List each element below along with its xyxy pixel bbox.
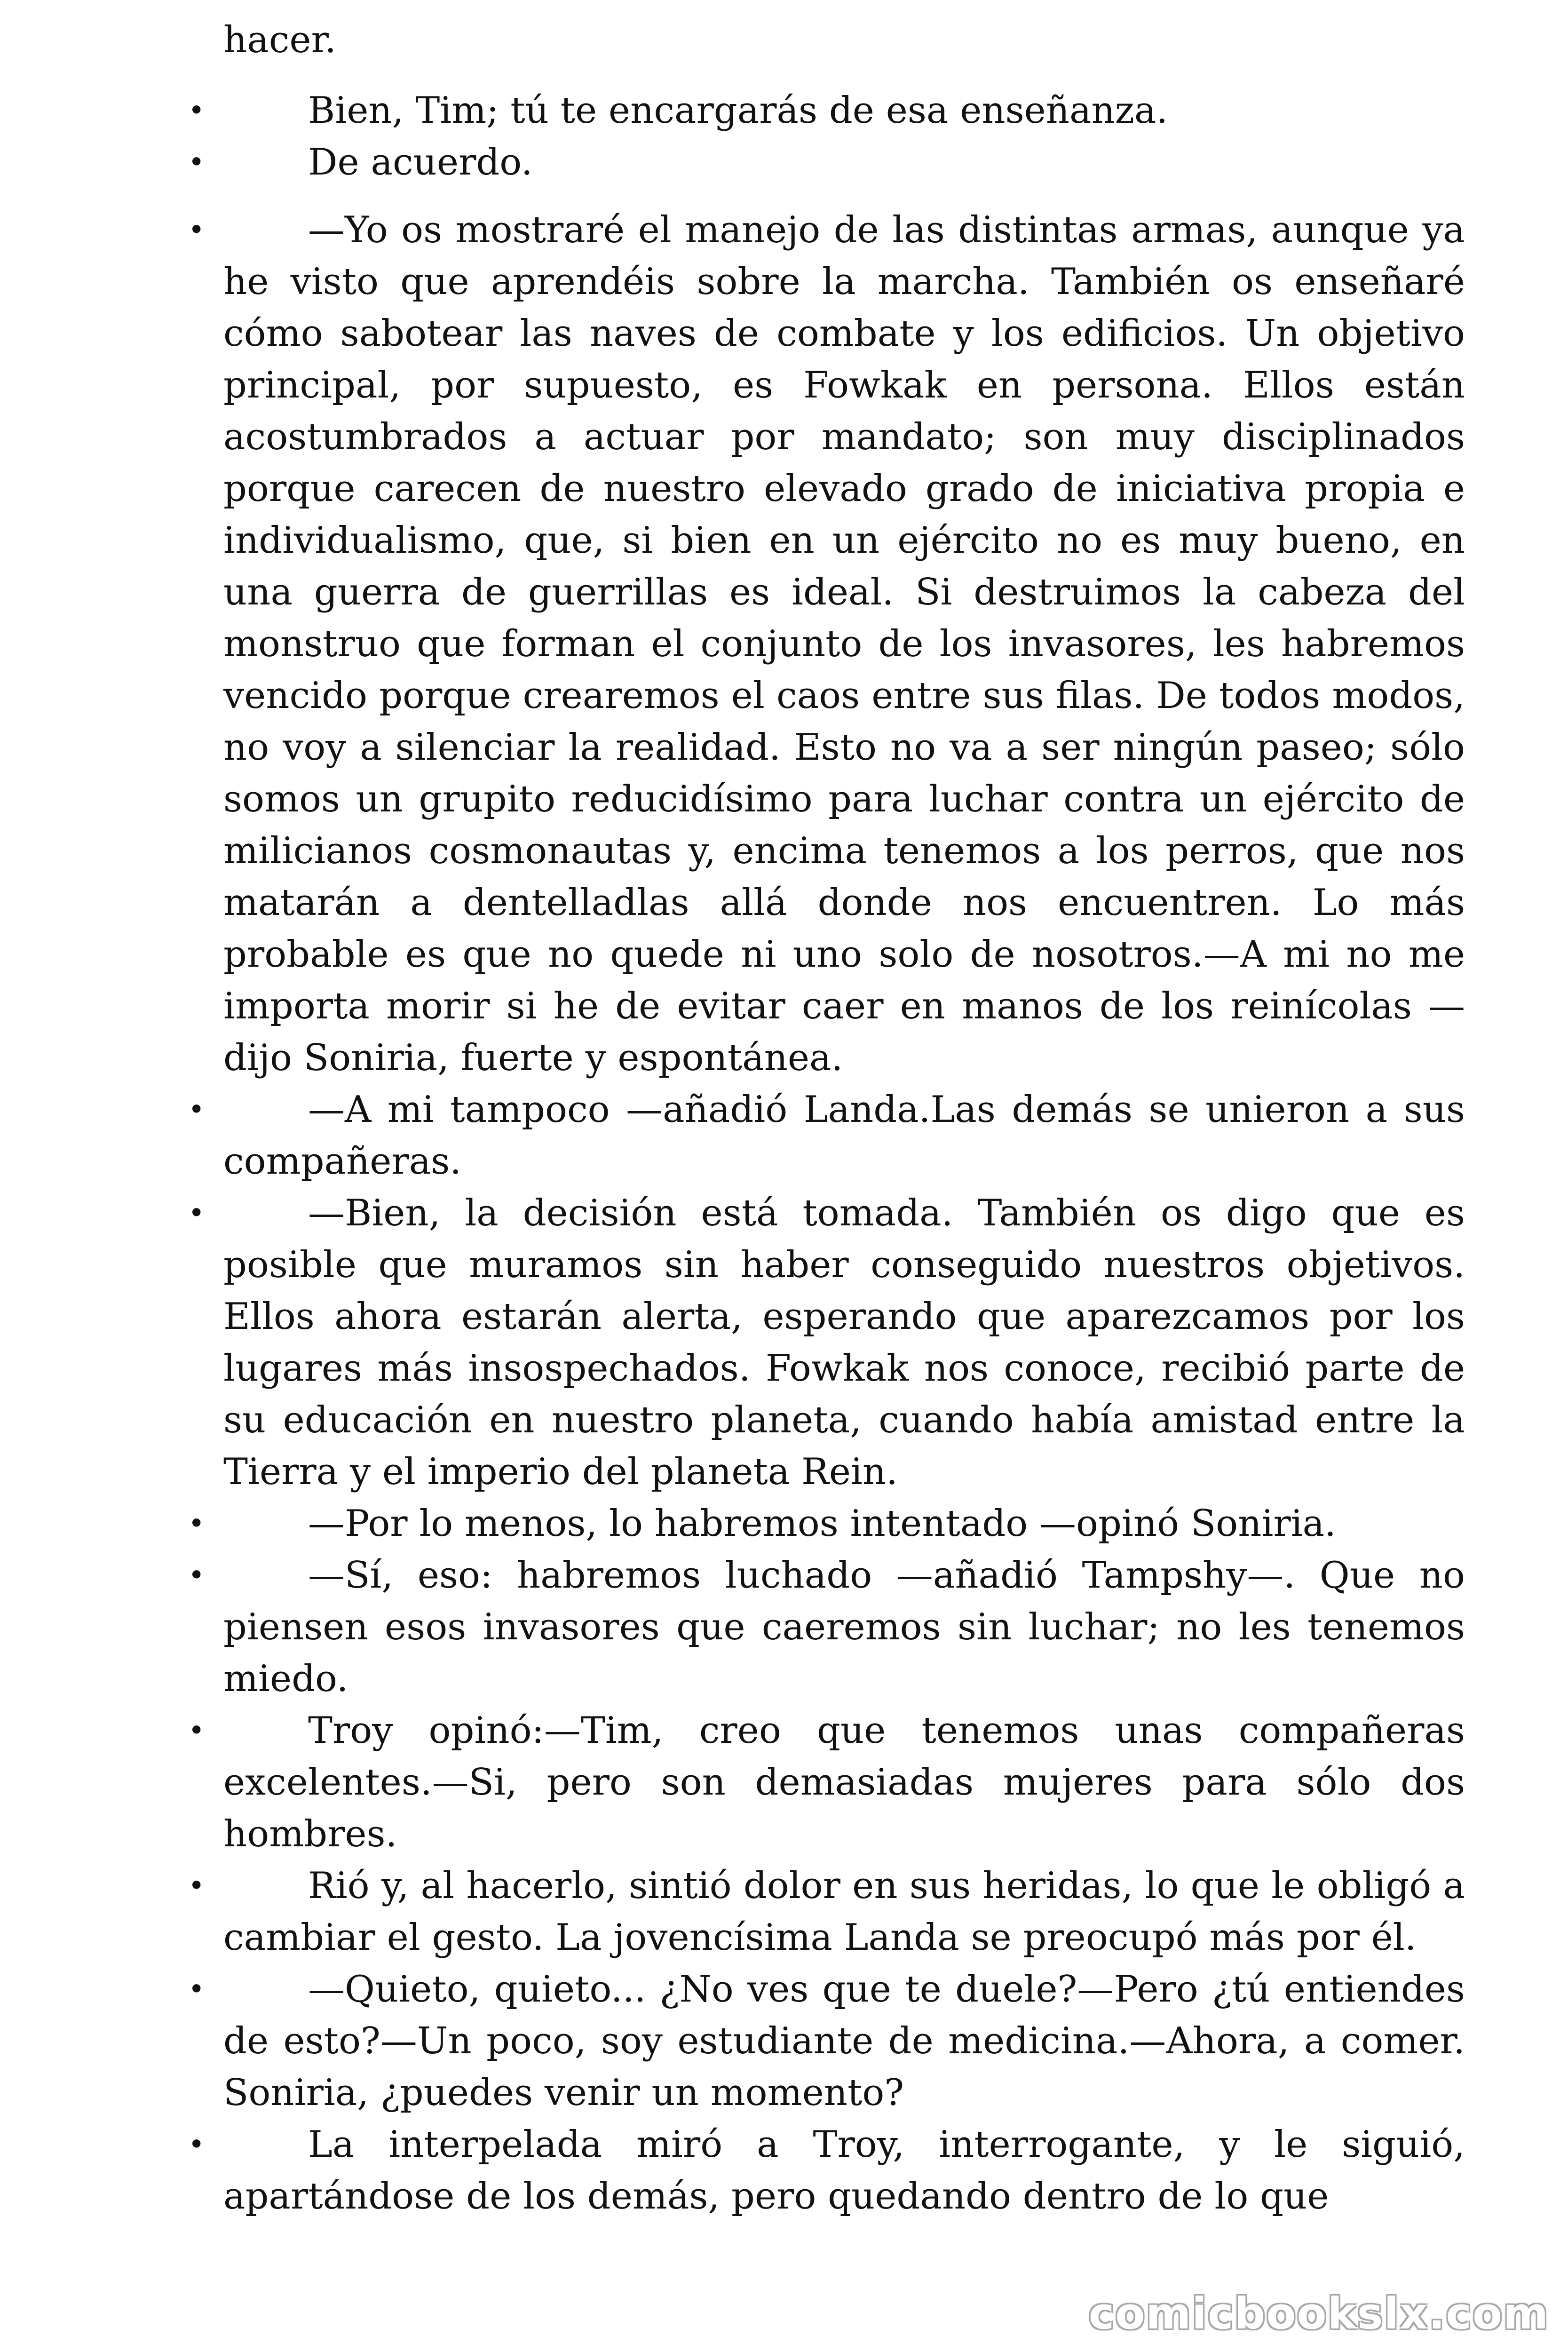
paragraph-3: • —Yo os mostraré el manejo de las distintas armas, aunque ya he visto que aprendéis sobre la marcha. También os enseñaré cómo sabotear las naves de combate y los edificios. Un objetivo principal, por supuesto, es Fowkak en persona. Ellos están acostumbrados a actuar por mandato; son muy disciplinados porque carecen de nuestro elevado grado de iniciativa propia e individualismo, que, si bien en un ejército no es muy bueno, en una guerra de guerrillas es ideal. Si destruimos la cabeza del monstruo que forman el conjunto de los invasores, les habremos vencido porque crearemos el caos entre sus filas. De todos modos, no voy a silenciar la realidad. Esto no va a ser ningún paseo; sólo somos un grupito reducidísimo para luchar contra un ejército de milicianos cosmonautas y, encima tenemos a los perros, que nos matarán a dentelladlas allá donde nos encuentren. Lo más probable es que no quede ni uno solo de nosotros.—A mi no me importa morir si he de evitar caer en manos de los reinícolas —dijo Soniria, fuerte y espontánea. xyxy=(223,204,1465,1084)
paragraph-8: • Troy opinó:—Tim, creo que tenemos unas compañeras excelentes.—Si, pero son demasiadas mujeres para sólo dos hombres. xyxy=(223,1705,1465,1860)
paragraph-6: • —Por lo menos, lo habremos intentado —opinó Soniria. xyxy=(223,1498,1465,1549)
bullet-icon: • xyxy=(188,1093,205,1126)
bullet-icon: • xyxy=(188,1507,205,1540)
bullet-icon: • xyxy=(188,1869,205,1902)
bullet-icon: • xyxy=(188,1714,205,1747)
paragraph-11: • La interpelada miró a Troy, interrogante, y le siguió, apartándose de los demás, pero quedando dentro de lo que xyxy=(223,2119,1465,2222)
paragraph-2: • De acuerdo. xyxy=(223,136,1465,188)
bullet-icon: • xyxy=(188,214,205,246)
bullet-icon: • xyxy=(188,1197,205,1230)
lead-line: hacer. xyxy=(223,19,337,61)
paragraph-9: • Rió y, al hacerlo, sintió dolor en sus heridas, lo que le obligó a cambiar el gesto. La jovencísima Landa se preocupó más por él. xyxy=(223,1860,1465,1963)
text-body xyxy=(188,14,1465,2222)
bullet-icon: • xyxy=(188,1973,205,2006)
bullet-icon: • xyxy=(188,146,205,179)
bullet-icon: • xyxy=(188,94,205,127)
paragraph-5: • —Bien, la decisión está tomada. También os digo que es posible que muramos sin haber conseguido nuestros objetivos. Ellos ahora estarán alerta, esperando que aparezcamos por los lugares más insospechados. Fowkak nos conoce, recibió parte de su educación en nuestro planeta, cuando había amistad entre la Tierra y el imperio del planeta Rein. xyxy=(223,1187,1465,1498)
bullet-icon: • xyxy=(188,2128,205,2161)
paragraph-10: • —Quieto, quieto... ¿No ves que te duele?—Pero ¿tú entiendes de esto?—Un poco, soy estudiante de medicina.—Ahora, a comer. Soniria, ¿puedes venir un momento? xyxy=(223,1963,1465,2119)
paragraph-4: • —A mi tampoco —añadió Landa.Las demás se unieron a sus compañeras. xyxy=(223,1084,1465,1187)
watermark-logo: comicbookslx.com xyxy=(1088,2288,1549,2339)
paragraph-1: • Bien, Tim; tú te encargarás de esa enseñanza. xyxy=(223,85,1465,136)
bullet-icon: • xyxy=(188,1559,205,1592)
paragraph-7: • —Sí, eso: habremos luchado —añadió Tampshy—. Que no piensen esos invasores que caeremos sin luchar; no les tenemos miedo. xyxy=(223,1549,1465,1705)
